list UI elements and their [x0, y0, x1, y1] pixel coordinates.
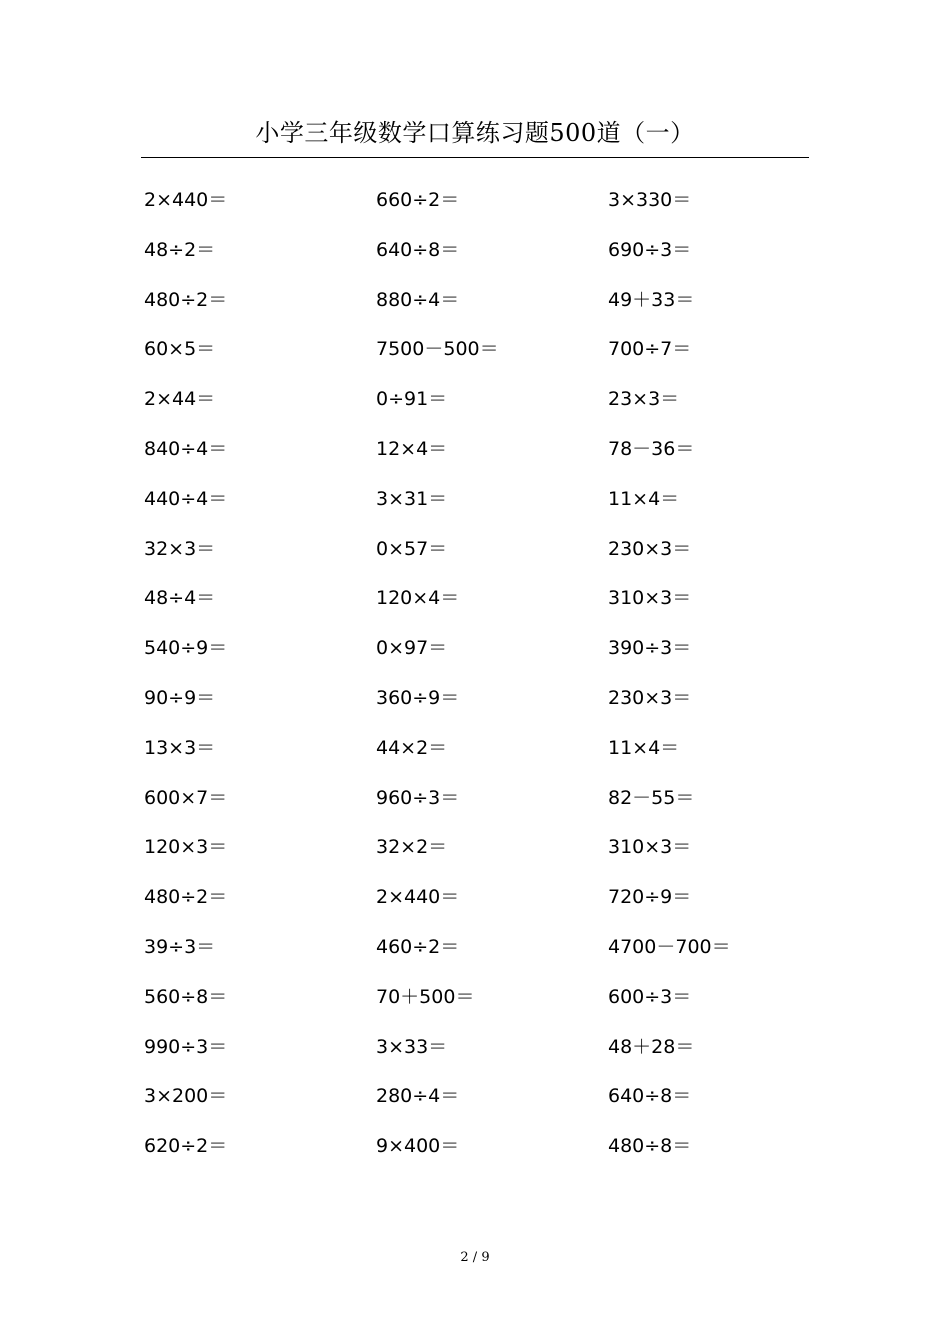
arithmetic-problem: 560÷8＝ [144, 985, 228, 1008]
arithmetic-problem: 3×33＝ [376, 1035, 448, 1058]
arithmetic-problem: 9×400＝ [376, 1135, 460, 1158]
arithmetic-problem: 960÷3＝ [376, 786, 460, 809]
arithmetic-problem: 0×97＝ [376, 637, 448, 660]
arithmetic-problem: 700÷7＝ [608, 338, 692, 361]
arithmetic-problem: 690÷3＝ [608, 238, 692, 261]
arithmetic-problem: 78－36＝ [608, 437, 695, 460]
arithmetic-problem: 48÷4＝ [144, 587, 216, 610]
arithmetic-problem: 230×3＝ [608, 686, 692, 709]
arithmetic-problem: 460÷2＝ [376, 935, 460, 958]
arithmetic-problem: 640÷8＝ [376, 238, 460, 261]
arithmetic-problem: 70＋500＝ [376, 985, 475, 1008]
arithmetic-problem: 2×440＝ [144, 189, 228, 211]
problem-grid [144, 185, 784, 1181]
arithmetic-problem: 48÷2＝ [144, 238, 216, 261]
arithmetic-problem: 7500－500＝ [376, 338, 499, 361]
arithmetic-problem: 48＋28＝ [608, 1035, 695, 1058]
arithmetic-problem: 44×2＝ [376, 736, 448, 759]
arithmetic-problem: 39÷3＝ [144, 935, 216, 958]
arithmetic-problem: 49＋33＝ [608, 288, 695, 311]
arithmetic-problem: 600÷3＝ [608, 985, 692, 1008]
arithmetic-problem: 360÷9＝ [376, 686, 460, 709]
arithmetic-problem: 60×5＝ [144, 338, 216, 361]
arithmetic-problem: 32×2＝ [376, 836, 448, 859]
arithmetic-problem: 12×4＝ [376, 437, 448, 460]
arithmetic-problem: 310×3＝ [608, 587, 692, 610]
arithmetic-problem: 720÷9＝ [608, 886, 692, 909]
arithmetic-problem: 90÷9＝ [144, 686, 216, 709]
arithmetic-problem: 32×3＝ [144, 537, 216, 560]
arithmetic-problem: 2×44＝ [144, 388, 216, 411]
arithmetic-problem: 0÷91＝ [376, 388, 448, 411]
arithmetic-problem: 620÷2＝ [144, 1135, 228, 1158]
arithmetic-problem: 280÷4＝ [376, 1085, 460, 1108]
arithmetic-problem: 390÷3＝ [608, 637, 692, 660]
arithmetic-problem: 120×4＝ [376, 587, 460, 610]
arithmetic-problem: 640÷8＝ [608, 1085, 692, 1108]
arithmetic-problem: 840÷4＝ [144, 437, 228, 460]
arithmetic-problem: 3×330＝ [608, 189, 692, 211]
arithmetic-problem: 13×3＝ [144, 736, 216, 759]
arithmetic-problem: 310×3＝ [608, 836, 692, 859]
arithmetic-problem: 3×31＝ [376, 487, 448, 510]
arithmetic-problem: 11×4＝ [608, 487, 680, 510]
arithmetic-problem: 440÷4＝ [144, 487, 228, 510]
arithmetic-problem: 480÷2＝ [144, 886, 228, 909]
arithmetic-problem: 990÷3＝ [144, 1035, 228, 1058]
arithmetic-problem: 480÷2＝ [144, 288, 228, 311]
arithmetic-problem: 4700－700＝ [608, 935, 731, 958]
arithmetic-problem: 11×4＝ [608, 736, 680, 759]
arithmetic-problem: 0×57＝ [376, 537, 448, 560]
arithmetic-problem: 2×440＝ [376, 886, 460, 909]
worksheet-title: 小学三年级数学口算练习题500道（一） [255, 119, 695, 147]
arithmetic-problem: 880÷4＝ [376, 288, 460, 311]
arithmetic-problem: 120×3＝ [144, 836, 228, 859]
arithmetic-problem: 660÷2＝ [376, 189, 460, 211]
title-underline [141, 157, 809, 158]
arithmetic-problem: 3×200＝ [144, 1085, 228, 1108]
arithmetic-problem: 540÷9＝ [144, 637, 228, 660]
page-number: 2 / 9 [460, 1250, 490, 1265]
arithmetic-problem: 82－55＝ [608, 786, 695, 809]
arithmetic-problem: 230×3＝ [608, 537, 692, 560]
arithmetic-problem: 480÷8＝ [608, 1135, 692, 1158]
arithmetic-problem: 23×3＝ [608, 388, 680, 411]
arithmetic-problem: 600×7＝ [144, 786, 228, 809]
